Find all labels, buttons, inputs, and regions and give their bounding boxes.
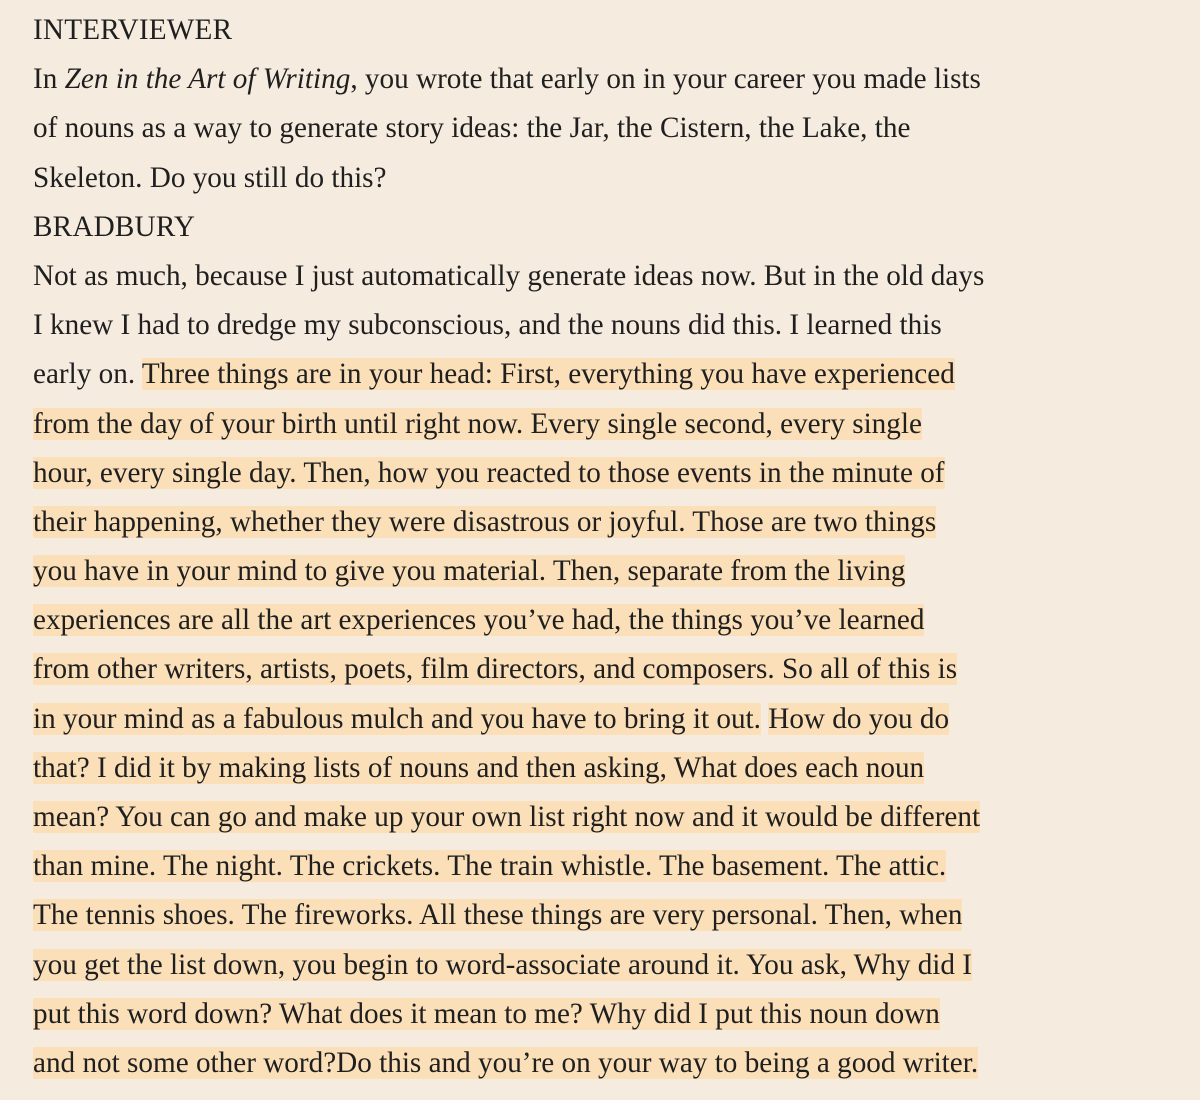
- highlighted-passage: from the day of your birth until right now. Every single second, every single: [33, 407, 922, 440]
- answer-line: [33, 842, 1200, 891]
- highlighted-passage: you have in your mind to give you material. Then, separate from the living: [33, 555, 906, 588]
- question-line: of nouns as a way to generate story ideas: the Jar, the Cistern, the Lake, the: [33, 112, 911, 145]
- highlighted-passage: Three things are in your head: First, everything you have experienced: [141, 358, 955, 391]
- answer-line: [33, 793, 1200, 842]
- question-text: , you wrote that early on in your career you made lists: [350, 63, 981, 96]
- book-title: Zen in the Art of Writing: [64, 63, 351, 96]
- answer-line: [33, 1039, 1200, 1088]
- highlighted-passage: from other writers, artists, poets, film directors, and composers. So all of this is: [33, 653, 958, 686]
- highlighted-passage: The tennis shoes. The fireworks. All these things are very personal. Then, when: [33, 899, 963, 932]
- answer-line: I knew I had to dredge my subconscious, and the nouns did this. I learned this: [33, 309, 942, 342]
- highlighted-passage: experiences are all the art experiences you’ve had, the things you’ve learned: [33, 604, 925, 637]
- highlighted-passage: that? I did it by making lists of nouns and then asking, What does each noun: [33, 751, 925, 784]
- answer-line: [33, 498, 1200, 547]
- highlighted-passage: in your mind as a fabulous mulch and you have to bring it out.: [33, 702, 761, 735]
- highlighted-passage: mean? You can go and make up your own list right now and it would be different: [33, 801, 981, 833]
- highlighted-passage: put this word down? What does it mean to me? Why did I put this noun down: [33, 997, 940, 1030]
- answer-line: [33, 891, 1200, 940]
- highlighted-passage: and not some other word?Do this and you’re on your way to being a good writer.: [33, 1046, 979, 1079]
- highlighted-passage: you get the list down, you begin to word-associate around it. You ask, Why did I: [33, 948, 973, 981]
- answer-line: [33, 449, 1200, 498]
- answer-line: [33, 350, 1200, 399]
- answer-line: [33, 744, 1200, 793]
- question-line: Skeleton. Do you still do this?: [33, 161, 387, 194]
- answer-line: Not as much, because I just automatically generate ideas now. But in the old days: [33, 259, 985, 292]
- answer-line: [33, 990, 1200, 1039]
- question-line: [33, 55, 1200, 104]
- highlighted-passage: their happening, whether they were disastrous or joyful. Those are two things: [33, 505, 937, 538]
- highlighted-passage: hour, every single day. Then, how you reacted to those events in the minute of: [33, 456, 945, 489]
- answer-line: [33, 695, 1200, 744]
- speaker-interviewer: INTERVIEWER: [33, 14, 233, 46]
- highlighted-passage: than mine. The night. The crickets. The train whistle. The basement. The attic.: [33, 850, 947, 883]
- answer-line: [33, 547, 1200, 596]
- answer-line: [33, 596, 1200, 645]
- question-text: In: [33, 63, 65, 96]
- highlighted-passage: How do you do: [768, 702, 950, 735]
- answer-line: [33, 941, 1200, 990]
- speaker-bradbury: BRADBURY: [33, 210, 196, 243]
- answer-line: [33, 645, 1200, 694]
- answer-text: early on.: [33, 358, 142, 391]
- answer-line: [33, 400, 1200, 449]
